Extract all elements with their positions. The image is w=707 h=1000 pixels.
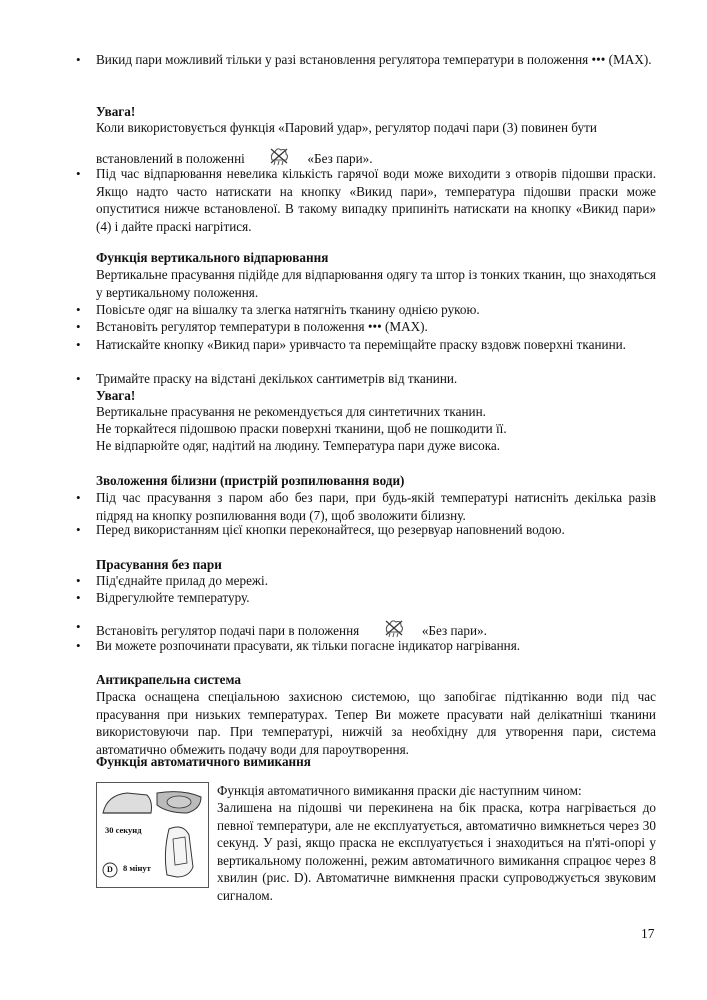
section-title-dry: Прасування без пари [96, 557, 222, 572]
warning-title: Увага! [96, 104, 136, 119]
list-item: • Повісьте одяг на вішалку та злегка натягніть тканину однією рукою. [96, 301, 656, 319]
autooff-line1: Функція автоматичного вимикання праски діє наступним чином: [217, 783, 582, 798]
list-item: • Натискайте кнопку «Викид пари» уривчасто та переміщайте праску вздовж поверхні тканини. [96, 336, 656, 354]
figure-label-30s: 30 секунд [105, 825, 142, 835]
autooff-text: Залишена на підошві чи перекинена на бік праска, котра нагрівається до певної температури, але не експлуатується, автоматично вимкнеться через 30 секунд. У разі, якщо праска не експлуатується і знаходиться на п'яті-опорі у вертикальному положенні, режим автоматичного вимикання спрацює через 8 хвилин (рис. D). Автоматичне вимкнення праски супроводжується звуковим сигналом. [217, 800, 656, 903]
list-item: • Викид пари можливий тільки у разі встановлення регулятора температури в положення ••• (MAX). [96, 51, 656, 69]
section-title-antidrip: Антикрапельна система [96, 672, 241, 687]
section-title-autooff: Функція автоматичного вимикання [96, 754, 311, 769]
list-item-text: «Без пари». [421, 623, 487, 638]
section-intro: Вертикальне прасування підійде для відпарювання одягу та штор із тонких тканин, що знаходяться у вертикальному положення. [96, 267, 656, 300]
list-item: • Під час відпарювання невелика кількість гарячої води може виходити з отворів підошви праски. Якщо надто часто натискати на кнопку «Викид пари», температура підошви праски може опуститися нижче встановленої. В такому випадку припиніть натискати на кнопку «Викид пари» (4) і дайте праскі нагрітися. [96, 165, 656, 235]
list-item: • Під час прасування з паром або без пари, при будь-якій температурі натисніть декілька разів підряд на кнопку розпилювання води (7), щоб зволожити білизну. [96, 489, 656, 524]
figure-label-8min: 8 мінут [123, 863, 151, 873]
section-text: Праска оснащена спеціальною захисною системою, що запобігає підтіканню води під час прасування при низьких температурах. Тепер Ви можете прасувати най делікатніші тканини використовуючи пар. При температурі, нижчій за необхідну для утворення пари, система автоматично обмежить подачу води для пароутворення. [96, 689, 656, 757]
figure-letter: D [107, 865, 113, 874]
warning-text-part: «Без пари». [307, 151, 373, 166]
page-number: 17 [641, 926, 655, 941]
section-title-vertical: Функція вертикального відпарювання [96, 250, 329, 265]
warning-line: Вертикальне прасування не рекомендується для синтетичних тканин. [96, 404, 486, 419]
list-item: • Тримайте праску на відстані декількох сантиметрів від тканини. [96, 370, 656, 388]
iron-illustration [97, 783, 208, 887]
list-item: • Встановіть регулятор температури в положення ••• (MAX). [96, 318, 656, 336]
warning-text-part: встановлений в положенні [96, 151, 245, 166]
list-item: • Перед використанням цієї кнопки переконайтеся, що резервуар наповнений водою. [96, 521, 656, 539]
list-item-text: Встановіть регулятор подачі пари в положення [96, 623, 360, 638]
list-item: • Ви можете розпочинати прасувати, як тільки погасне індикатор нагрівання. [96, 637, 656, 655]
list-item: • Під'єднайте прилад до мережі. [96, 572, 656, 590]
warning-line: Не відпарюйте одяг, надітий на людину. Температура пари дуже висока. [96, 438, 501, 453]
list-item: • Відрегулюйте температуру. [96, 589, 656, 607]
section-title-spray: Зволоження білизни (пристрій розпилювання води) [96, 473, 405, 488]
figure-d-iron [96, 782, 209, 888]
warning-text: Коли використовується функція «Паровий удар», регулятор подачі пари (3) повинен бути [96, 120, 597, 135]
warning-line: Не торкайтеся підошвою праски поверхні тканини, щоб не пошкодити її. [96, 421, 507, 436]
warning-title: Увага! [96, 388, 136, 403]
